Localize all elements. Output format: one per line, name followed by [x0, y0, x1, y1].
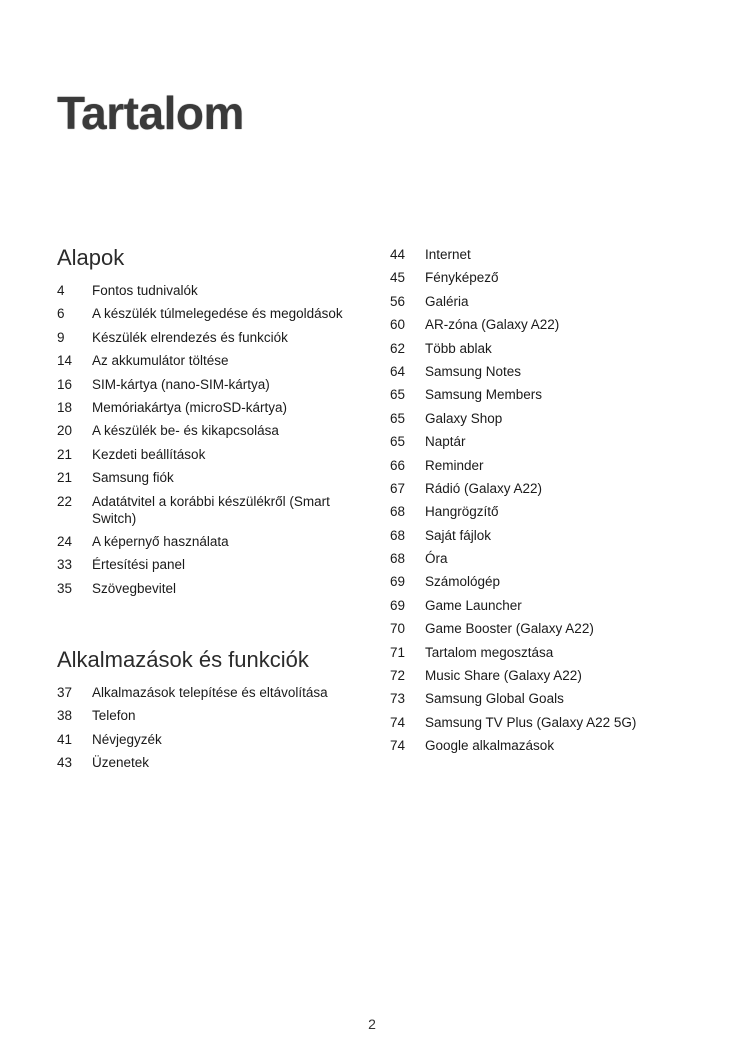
toc-page-number: 20	[57, 423, 73, 439]
toc-page-number: 16	[57, 376, 73, 392]
toc-page-number: 69	[390, 574, 406, 590]
toc-page-number: 37	[57, 685, 73, 700]
toc-entry-label: Tartalom megosztása	[425, 644, 554, 660]
toc-page-number: 43	[57, 755, 73, 771]
toc-entry-label: Értesítési panel	[92, 557, 186, 573]
toc-entry[interactable]	[390, 480, 690, 497]
toc-entry[interactable]	[390, 573, 690, 590]
toc-page-number: 65	[390, 387, 406, 403]
toc-entry-label: Alkalmazások telepítése és eltávolítása	[92, 685, 328, 700]
toc-entry[interactable]	[390, 293, 690, 310]
toc-entry[interactable]	[390, 527, 690, 544]
toc-entry-label: Galéria	[425, 293, 469, 309]
toc-page-number: 21	[57, 470, 73, 486]
toc-page-number: 44	[390, 247, 406, 262]
toc-entry[interactable]	[390, 316, 690, 333]
toc-page-number: 71	[390, 644, 406, 660]
toc-page-number: 18	[57, 399, 73, 415]
toc-entry[interactable]	[57, 533, 347, 550]
toc-entry[interactable]	[57, 329, 347, 346]
toc-page-number: 21	[57, 446, 73, 462]
toc-entry-label: Több ablak	[425, 340, 492, 356]
toc-entry-label: Névjegyzék	[92, 731, 162, 747]
toc-page-number: 68	[390, 527, 406, 543]
toc-page-number: 38	[57, 708, 73, 724]
toc-entry-label: SIM-kártya (nano-SIM-kártya)	[92, 376, 270, 392]
toc-entry[interactable]	[390, 433, 690, 450]
toc-entry-label: Adatátvitel a korábbi készülékről (Smart Switch)	[92, 493, 330, 526]
toc-page-number: 6	[57, 306, 65, 322]
toc-page-number: 14	[57, 353, 73, 369]
toc-page-number: 45	[390, 270, 406, 286]
toc-entry[interactable]	[57, 352, 347, 369]
toc-entry-label: Samsung TV Plus (Galaxy A22 5G)	[425, 714, 637, 730]
toc-entry[interactable]	[57, 493, 347, 527]
toc-entry-label: Galaxy Shop	[425, 410, 503, 426]
toc-entry-label: Samsung fiók	[92, 470, 174, 486]
toc-entry-label: Kezdeti beállítások	[92, 446, 206, 462]
toc-entry[interactable]	[390, 457, 690, 474]
toc-entry[interactable]	[390, 714, 690, 731]
toc-entry-label: Üzenetek	[92, 755, 150, 771]
toc-entry-label: Rádió (Galaxy A22)	[425, 480, 543, 496]
toc-page-number: 60	[390, 317, 406, 333]
toc-page-number: 74	[390, 714, 406, 730]
toc-page-number: 74	[390, 738, 406, 754]
toc-list-right-column	[390, 246, 690, 761]
toc-entry-label: Samsung Members	[425, 387, 543, 403]
toc-page-number: 9	[57, 329, 65, 345]
toc-entry[interactable]	[57, 469, 347, 486]
toc-page-number: 68	[390, 551, 406, 567]
toc-page-number: 56	[390, 293, 406, 309]
toc-entry[interactable]	[390, 503, 690, 520]
toc-entry-label: Telefon	[92, 708, 136, 724]
toc-entry[interactable]	[390, 386, 690, 403]
toc-entry[interactable]	[57, 684, 347, 701]
toc-entry-label: A készülék be- és kikapcsolása	[92, 423, 279, 439]
toc-entry-label: AR-zóna (Galaxy A22)	[425, 317, 560, 333]
toc-entry-label: Számológép	[425, 574, 501, 590]
toc-page-number: 65	[390, 410, 406, 426]
toc-entry-label: Reminder	[425, 457, 484, 473]
toc-entry[interactable]	[57, 754, 347, 771]
toc-list-alapok	[57, 282, 347, 603]
toc-entry-label: Game Launcher	[425, 597, 522, 613]
toc-list-alkalmazasok	[57, 684, 347, 778]
page-number: 2	[368, 1016, 376, 1032]
toc-entry-label: Game Booster (Galaxy A22)	[425, 621, 594, 637]
page-title: Tartalom	[57, 87, 244, 139]
toc-entry[interactable]	[390, 644, 690, 661]
toc-entry-label: Internet	[425, 247, 471, 262]
toc-entry-label: Memóriakártya (microSD-kártya)	[92, 399, 288, 415]
toc-page-number: 33	[57, 557, 73, 573]
toc-entry[interactable]	[390, 550, 690, 567]
toc-entry[interactable]	[57, 376, 347, 393]
toc-page-number: 4	[57, 283, 65, 298]
toc-entry-label: Samsung Global Goals	[425, 691, 564, 707]
toc-entry[interactable]	[57, 422, 347, 439]
toc-page-number: 62	[390, 340, 406, 356]
toc-entry[interactable]	[390, 620, 690, 637]
toc-entry-label: Hangrögzítő	[425, 504, 499, 520]
toc-page-number: 65	[390, 434, 406, 450]
toc-entry[interactable]	[390, 246, 690, 263]
toc-entry-label: Music Share (Galaxy A22)	[425, 668, 582, 684]
toc-entry[interactable]	[390, 340, 690, 357]
toc-page-number: 69	[390, 597, 406, 613]
toc-page-number: 64	[390, 363, 406, 379]
toc-entry[interactable]	[57, 731, 347, 748]
toc-page-number: 72	[390, 668, 406, 684]
toc-entry-label: Szövegbevitel	[92, 580, 177, 596]
toc-entry[interactable]	[57, 282, 347, 299]
toc-entry[interactable]	[390, 690, 690, 707]
toc-entry[interactable]	[390, 667, 690, 684]
toc-entry[interactable]	[57, 580, 347, 597]
toc-entry-label: Fontos tudnivalók	[92, 283, 198, 298]
toc-entry-label: Óra	[425, 551, 448, 567]
toc-entry-label: A készülék túlmelegedése és megoldások	[92, 306, 343, 322]
toc-entry[interactable]	[57, 305, 347, 322]
toc-entry-label: Az akkumulátor töltése	[92, 353, 229, 369]
toc-entry[interactable]	[390, 737, 690, 754]
toc-page-number: 41	[57, 731, 73, 747]
toc-page-number: 22	[57, 493, 73, 509]
toc-entry-label: Saját fájlok	[425, 527, 492, 543]
toc-entry[interactable]	[57, 446, 347, 463]
toc-entry-label: Google alkalmazások	[425, 738, 555, 754]
section-title-alkalmazasok: Alkalmazások és funkciók	[57, 647, 309, 672]
toc-entry[interactable]	[390, 363, 690, 380]
toc-entry-label: Fényképező	[425, 270, 499, 286]
toc-page-number: 68	[390, 504, 406, 520]
toc-entry[interactable]	[57, 707, 347, 724]
toc-page-number: 73	[390, 691, 406, 707]
toc-entry-label: Samsung Notes	[425, 363, 522, 379]
toc-page-number: 66	[390, 457, 406, 473]
toc-page-number: 67	[390, 480, 406, 496]
toc-entry-label: Naptár	[425, 434, 466, 450]
section-title-alapok: Alapok	[57, 245, 125, 270]
toc-entry-label: Készülék elrendezés és funkciók	[92, 329, 288, 345]
toc-entry[interactable]	[57, 556, 347, 573]
toc-entry[interactable]	[57, 399, 347, 416]
toc-page-number: 70	[390, 621, 406, 637]
toc-entry[interactable]	[390, 269, 690, 286]
toc-page-number: 24	[57, 533, 73, 549]
toc-entry-label: A képernyő használata	[92, 533, 229, 549]
toc-entry[interactable]	[390, 597, 690, 614]
toc-page-number: 35	[57, 580, 73, 596]
toc-entry[interactable]	[390, 410, 690, 427]
